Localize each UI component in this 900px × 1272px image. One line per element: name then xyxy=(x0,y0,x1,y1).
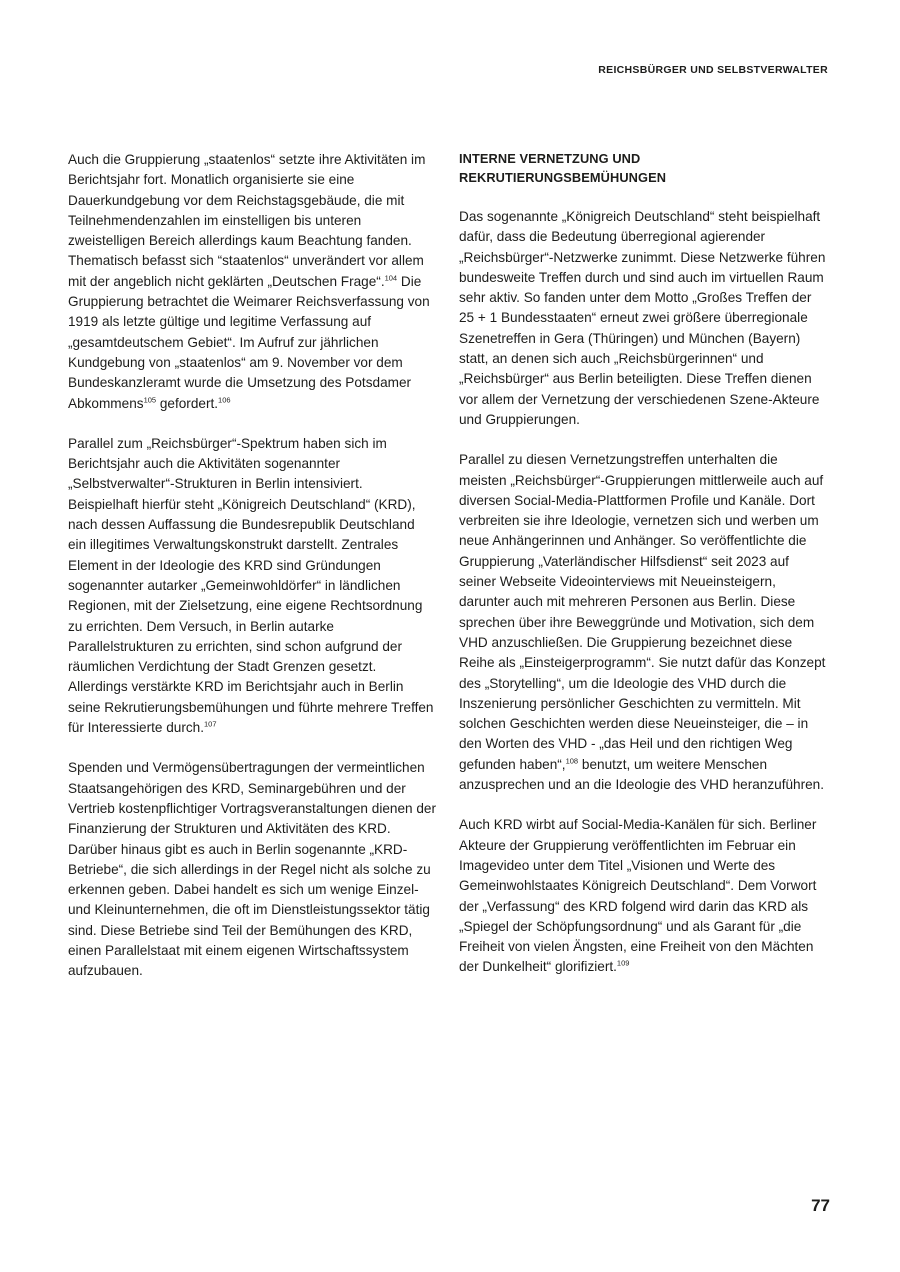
footnote-ref[interactable]: 105 xyxy=(143,395,157,405)
paragraph-text: Parallel zu diesen Vernetzungstreffen unterhalten die meisten „Reichsbürger“-Gruppierungen mittlerweile auch auf diversen Social-Media-Plattformen Profile und Kanäle. Dort verbreiten sie ihre Ideologie, vernetzen sich und werben um neue Anhängerinnen und Anhänger. So veröffentlichte die Gruppierung „Vaterländischer Hilfsdienst“ seit 2023 auf seiner Webseite Videointerviews mit Neueinsteigern, darunter auch mit mehreren Personen aus Berlin. Diese sprechen über ihre Beweggründe und Motivation, sich dem VHD anzuschließen. Die Gruppierung bezeichnet diese Reihe als „Einsteigerprogramm“. Sie nutzt dafür das Konzept des „Storytelling“, um die Ideologie des VHD durch die Inszenierung persönlicher Geschichten zu vermitteln. Mit solchen Geschichten werden diese Neueinsteiger, die – in den Worten des VHD - „das Heil und den richtigen Weg gefunden haben“, xyxy=(459,452,826,772)
paragraph-text: gefordert. xyxy=(156,395,219,411)
paragraph-krd-video xyxy=(459,815,827,977)
left-column xyxy=(68,150,436,1002)
footnote-ref[interactable]: 107 xyxy=(204,719,217,729)
page-number: 77 xyxy=(811,1196,830,1215)
paragraph-text: Die Gruppierung betrachtet die Weimarer Reichsverfassung von 1919 als letzte gültige und legitime Verfassung auf „gesamtdeutschem Gebiet“. Im Aufruf zur jährlichen Kundgebung von „staatenlos“ am 9. November vor dem Bundeskanzleramt wurde die Umsetzung des Potsdamer Abkommens xyxy=(68,273,430,411)
footnote-ref[interactable]: 106 xyxy=(218,395,231,405)
paragraph-text: Parallel zum „Reichsbürger“-Spektrum haben sich im Berichtsjahr auch die Aktivitäten sogenannter „Selbstverwalter“-Strukturen in Berlin intensiviert. Beispielhaft hierfür steht „Königreich Deutschland“ (KRD), nach dessen Auffassung die Bundesrepublik Deutschland ein illegitimes Verwaltungskonstrukt darstellt. Zentrales Element in der Ideologie des KRD sind Gründungen sogenannter autarker „Gemeinwohldörfer“ in ländlichen Regionen, mit der Zielsetzung, eine eigene Rechtsordnung zu errichten. Dem Versuch, in Berlin autarke Parallelstrukturen zu errichten, sind schon aufgrund der räumlichen Verdichtung der Stadt Grenzen gesetzt. Allerdings verstärkte KRD im Berichtsjahr auch in Berlin seine Rekrutierungsbemühungen und führte mehrere Treffen für Interessierte durch. xyxy=(68,435,434,736)
running-head: REICHSBÜRGER UND SELBSTVERWALTER xyxy=(598,64,828,76)
paragraph-text: Auch die Gruppierung „staatenlos“ setzte ihre Aktivitäten im Berichtsjahr fort. Monatlich organisierte sie eine Dauerkundgebung vor dem Reichstagsgebäude, die mit Teilnehmendenzahlen im einstelligen bis unteren zweistelligen Bereich allerdings kaum Beachtung fanden. Thematisch befasst sich “staatenlos“ unverändert vor allem mit der angeblich nicht geklärten „Deutschen Frage“. xyxy=(68,152,426,289)
paragraph-finanzierung: Spenden und Vermögensübertragungen der vermeintlichen Staatsangehörigen des KRD, Seminargebühren und der Vertrieb kostenpflichtiger Vortragsveranstaltungen dienen der Finanzierung der Strukturen und Aktivitäten des KRD. Darüber hinaus gibt es auch in Berlin sogenannte „KRD-Betriebe“, die sich allerdings in der Regel nicht als solche zu erkennen geben. Dabei handelt es sich um wenige Einzel- und Kleinunternehmen, die oft im Dienstleistungssektor tätig sind. Diese Betriebe sind Teil der Bemühungen des KRD, einen Parallelstaat mit einem eigenen Wirtschaftssystem aufzubauen. xyxy=(68,760,437,979)
paragraph-social-media xyxy=(459,450,827,795)
footnote-ref[interactable]: 109 xyxy=(616,958,630,968)
paragraph-netzwerke: Das sogenannte „Königreich Deutschland“ steht beispielhaft dafür, dass die Bedeutung überregional agierender „Reichsbürger“-Netzwerke zunimmt. Diese Netzwerke führen bundesweite Treffen durch und sind auch im virtuellen Raum sehr aktiv. So fanden unter dem Motto „Großes Treffen der 25 + 1 Bundesstaaten“ erneut zwei größere überregionale Szenetreffen in Gera (Thüringen) und München (Bayern) statt, an denen sich auch „Reichsbürgerinnen“ und „Reichsbürger“ aus Berlin beteiligten. Diese Treffen dienen vor allem der Vernetzung der verschiedenen Szene-Akteure und Gruppierungen. xyxy=(459,209,826,427)
right-column xyxy=(459,150,827,998)
footnote-ref[interactable]: 104 xyxy=(384,273,398,283)
section-heading: INTERNE VERNETZUNG UND REKRUTIERUNGSBEMÜHUNGEN xyxy=(459,151,667,185)
paragraph-text: benutzt, um weitere Menschen anzusprechen und an die Ideologie des VHD heranzuführen. xyxy=(459,756,825,793)
paragraph-staatenlos xyxy=(68,150,436,414)
footnote-ref[interactable]: 108 xyxy=(565,756,579,766)
paragraph-text: Auch KRD wirbt auf Social-Media-Kanälen für sich. Berliner Akteure der Gruppierung veröffentlichten im Februar ein Imagevideo unter dem Titel „Visionen und Werte des Gemeinwohlstaates Königreich Deutschland“. Dem Vorwort der „Verfassung“ des KRD folgend wird darin das KRD als „Spiegel der Schöpfungsordnung“ und als Garant für „die Freiheit von vielen Ängsten, eine Freiheit von den Mächten der Dunkelheit“ glorifiziert. xyxy=(459,817,817,975)
paragraph-selbstverwalter xyxy=(68,434,436,738)
